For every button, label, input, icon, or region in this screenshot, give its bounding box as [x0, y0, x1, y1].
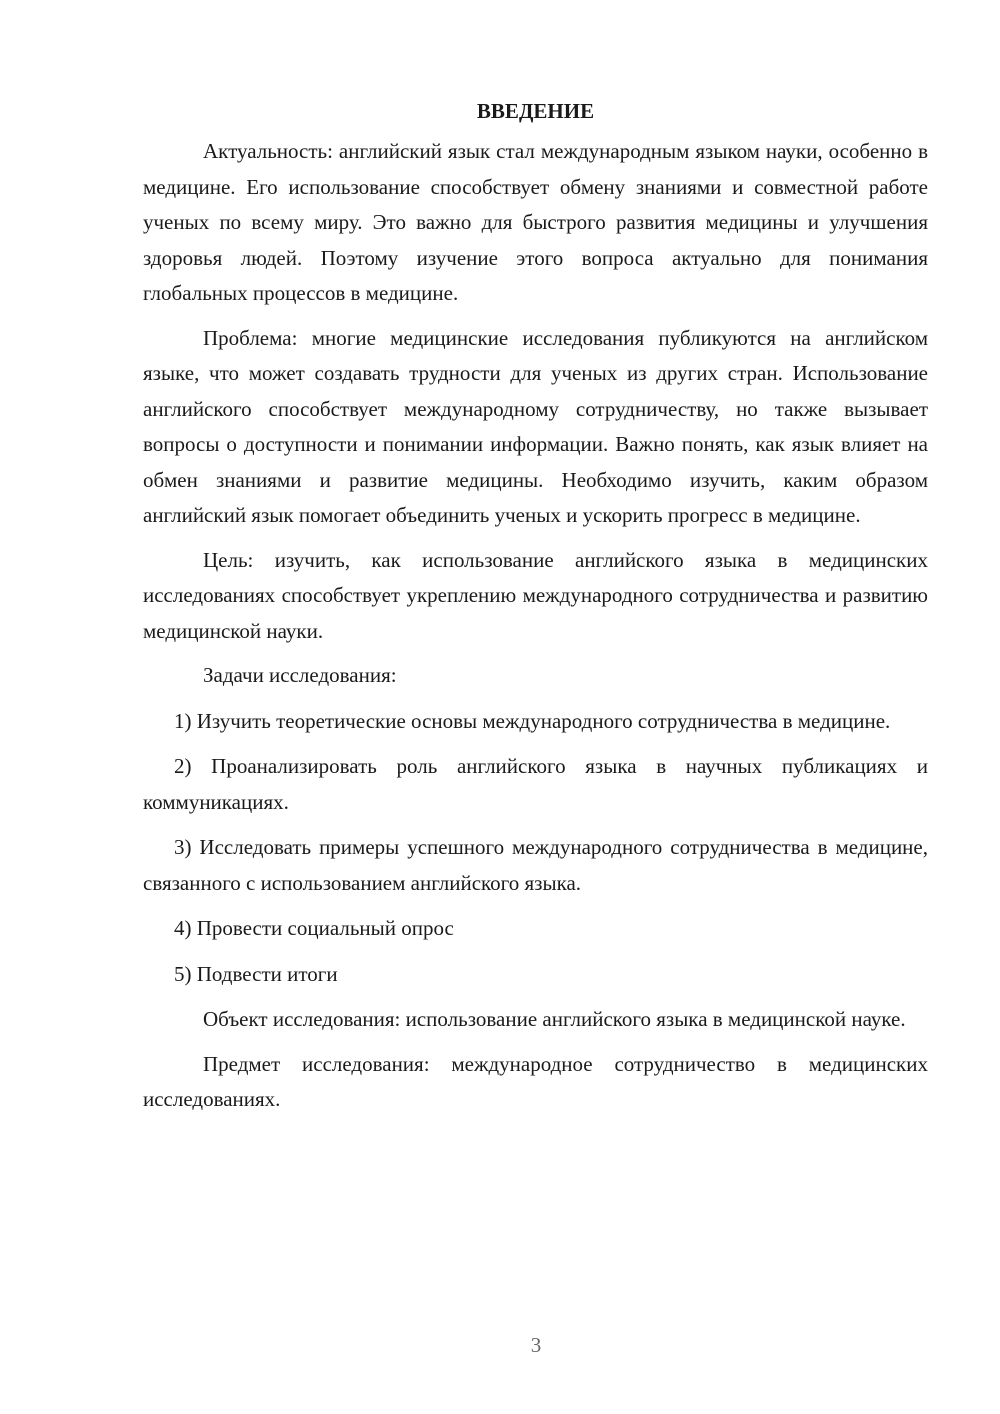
task-item: 2) Проанализировать роль английского языка в научных публикациях и коммуникациях. [143, 754, 928, 814]
tasks-heading: Задачи исследования: [203, 663, 397, 687]
page-number: 3 [530, 1333, 542, 1357]
task-item: 4) Провести социальный опрос [174, 916, 454, 940]
subject-paragraph: Предмет исследования: международное сотрудничество в медицинских исследованиях. [143, 1051, 928, 1111]
task-item: 3) Исследовать примеры успешного международного сотрудничества в медицине, связанного с использованием английского языка. [143, 835, 928, 895]
relevance-paragraph: Актуальность: английский язык стал международным языком науки, особенно в медицине. Его использование способствует обмену знаниями и совместной работе ученых по всему миру. Это важно для быстрого развития медицины и улучшения здоровья людей. Поэтому изучение этого вопроса актуально для понимания глобальных процессов в медицине. [143, 139, 928, 305]
problem-paragraph: Проблема: многие медицинские исследования публикуются на английском языке, что может создавать трудности для ученых из других стран. Использование английского способствует международному сотрудничеству, но также вызывает вопросы о доступности и понимании информации. Важно понять, как язык влияет на обмен знаниями и развитие медицины. Необходимо изучить, каким образом английский язык помогает объединить ученых и ускорить прогресс в медицине. [143, 325, 928, 527]
goal-paragraph: Цель: изучить, как использование английского языка в медицинских исследованиях способствует укреплению международного сотрудничества и развитию медицинской науки. [143, 547, 928, 643]
object-paragraph: Объект исследования: использование английского языка в медицинской науке. [203, 1007, 906, 1031]
task-item: 1) Изучить теоретические основы международного сотрудничества в медицине. [174, 708, 891, 733]
task-item: 5) Подвести итоги [174, 961, 338, 986]
document-page [143, 94, 928, 1127]
page-title: ВВЕДЕНИЕ [476, 99, 595, 123]
